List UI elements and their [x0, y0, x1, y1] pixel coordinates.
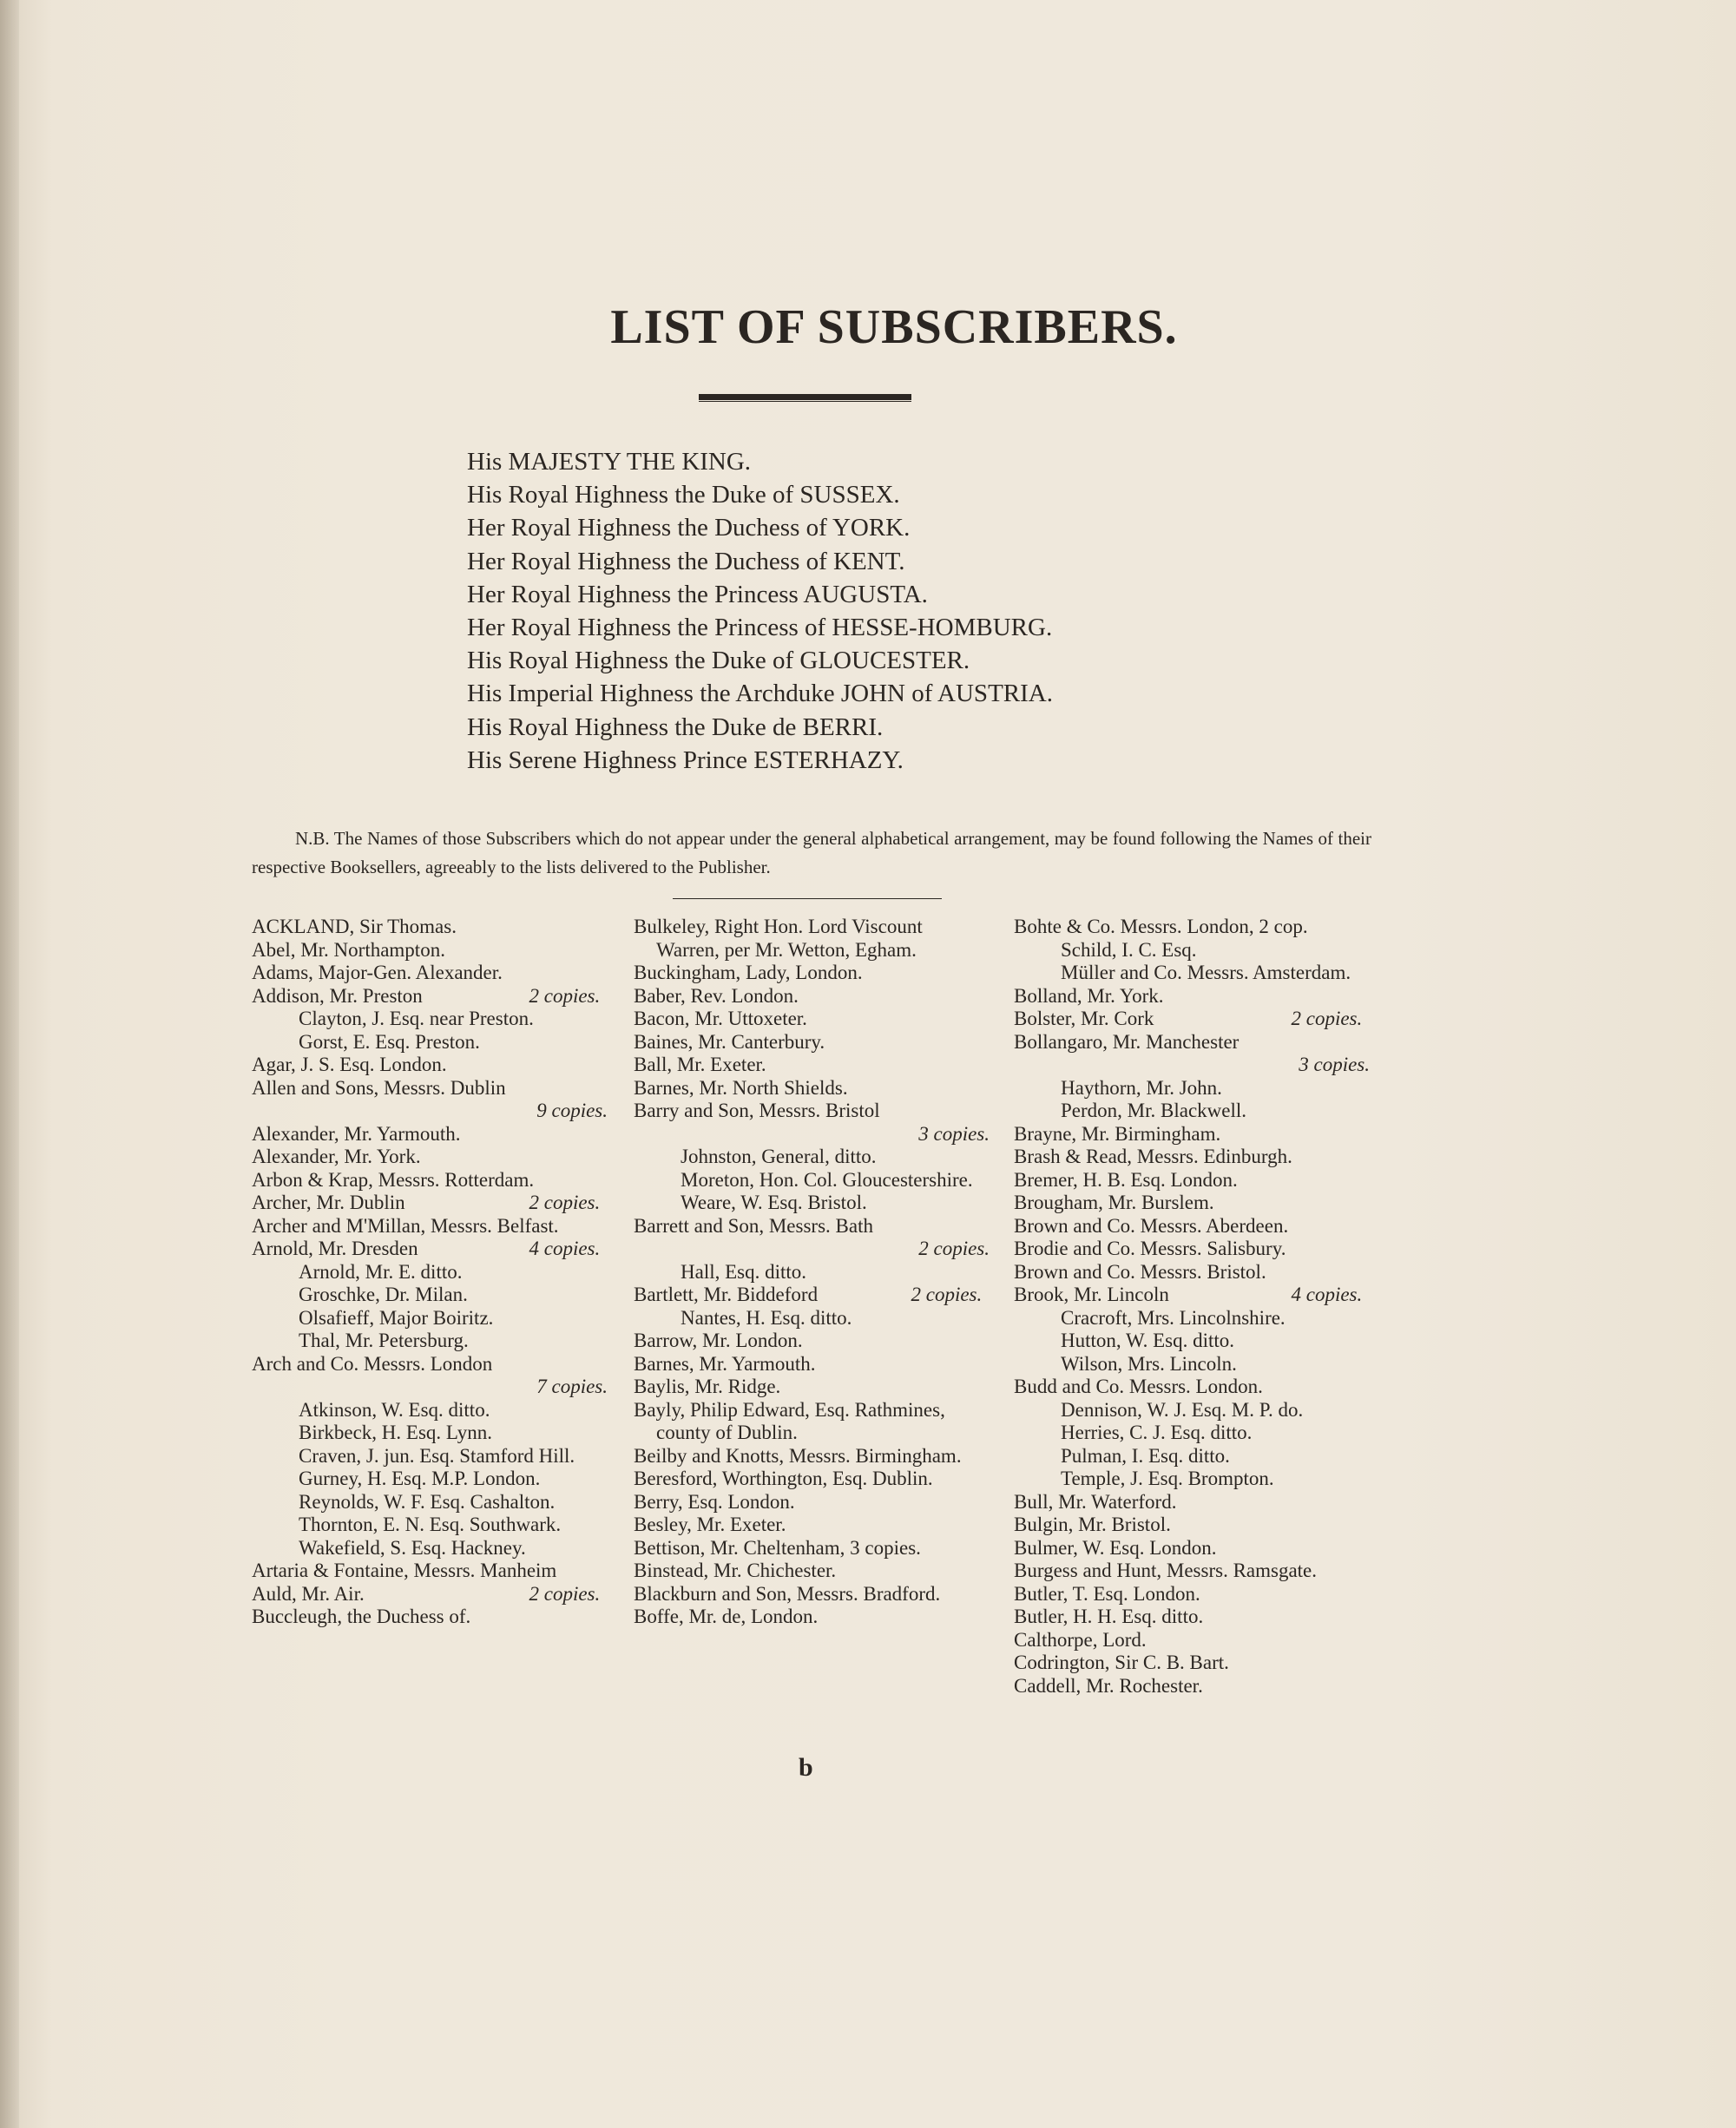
copies-note: 2 copies.	[529, 984, 601, 1007]
royal-subscriber-line: His Serene Highness Prince ESTERHAZY.	[467, 745, 904, 774]
subscriber-entry	[252, 1146, 608, 1169]
subscriber-entry	[634, 1606, 990, 1629]
subscriber-entry	[634, 985, 990, 1008]
subscriber-entry	[252, 1583, 608, 1606]
subscriber-entry	[634, 1054, 990, 1077]
subscriber-column-1	[252, 916, 608, 1629]
subscriber-entry	[252, 962, 608, 985]
subscriber-entry	[252, 1330, 608, 1353]
subscriber-entry	[252, 1238, 608, 1261]
subscriber-entry	[1014, 1491, 1370, 1514]
subscriber-name: Temple, J. Esq. Brompton.	[1061, 1468, 1274, 1489]
subscriber-name: Barnes, Mr. Yarmouth.	[634, 1352, 816, 1375]
subscriber-name: Addison, Mr. Preston	[252, 984, 423, 1007]
subscriber-name: Barrow, Mr. London.	[634, 1330, 803, 1351]
subscriber-entry	[634, 1077, 990, 1100]
subscriber-entry	[1014, 916, 1370, 939]
subscriber-entry	[1014, 1606, 1370, 1629]
subscriber-entry	[1014, 1100, 1370, 1123]
subscriber-name: Barnes, Mr. North Shields.	[634, 1076, 848, 1099]
subscriber-entry	[252, 1353, 608, 1376]
copies-note: 2 copies.	[529, 1192, 601, 1213]
subscriber-name: Perdon, Mr. Blackwell.	[1061, 1100, 1246, 1121]
subscriber-entry	[634, 1330, 990, 1353]
subscriber-name: Baines, Mr. Canterbury.	[634, 1030, 825, 1053]
subscriber-entry	[252, 1606, 608, 1629]
subscriber-name: Olsafieff, Major Boiritz.	[299, 1306, 494, 1329]
subscriber-name: Craven, J. jun. Esq. Stamford Hill.	[299, 1444, 575, 1467]
subscriber-entry	[252, 1261, 608, 1284]
subscriber-entry	[634, 962, 990, 985]
royal-subscriber-line: Her Royal Highness the Princess AUGUSTA.	[467, 580, 928, 608]
subscriber-entry	[1014, 1192, 1370, 1215]
royal-subscriber-line: His Royal Highness the Duke de BERRI.	[467, 713, 884, 741]
subscriber-entry	[1014, 1077, 1370, 1100]
subscriber-entry	[634, 1353, 990, 1376]
subscriber-entry	[252, 1192, 608, 1215]
subscriber-entry	[252, 1169, 608, 1192]
subscriber-entry	[634, 1146, 990, 1169]
subscriber-entry	[634, 1514, 990, 1537]
subscriber-name: Groschke, Dr. Milan.	[299, 1284, 468, 1305]
copies-note: 4 copies.	[1291, 1284, 1363, 1305]
subscriber-name: Besley, Mr. Exeter.	[634, 1514, 786, 1535]
subscriber-entry	[1014, 1560, 1370, 1583]
subscriber-entry	[1014, 1422, 1370, 1445]
subscriber-name: Brougham, Mr. Burslem.	[1014, 1192, 1214, 1213]
subscriber-name: Adams, Major-Gen. Alexander.	[252, 962, 503, 983]
subscriber-entry	[252, 1284, 608, 1307]
subscriber-name: Gorst, E. Esq. Preston.	[299, 1030, 480, 1053]
subscriber-entry	[1014, 1399, 1370, 1422]
subscriber-entry	[252, 1491, 608, 1514]
subscriber-entry	[252, 916, 608, 939]
subscriber-name: Birkbeck, H. Esq. Lynn.	[299, 1422, 492, 1443]
subscriber-name: Bremer, H. B. Esq. London.	[1014, 1168, 1238, 1191]
copies-note: 2 copies.	[1291, 1008, 1363, 1029]
subscriber-entry	[634, 1008, 990, 1031]
subscriber-entry	[1014, 1008, 1370, 1031]
copies-note: 3 copies.	[1299, 1054, 1370, 1075]
subscriber-name: Auld, Mr. Air.	[252, 1582, 365, 1605]
copies-note: 2 copies.	[529, 1582, 601, 1605]
copies-note: 2 copies.	[918, 1238, 990, 1259]
subscriber-name: Binstead, Mr. Chichester.	[634, 1560, 837, 1581]
subscriber-name: Butler, T. Esq. London.	[1014, 1582, 1200, 1605]
subscriber-name: Schild, I. C. Esq.	[1061, 938, 1197, 961]
subscriber-name: Arnold, Mr. Dresden	[252, 1238, 418, 1259]
subscriber-name: Butler, H. H. Esq. ditto.	[1014, 1606, 1204, 1627]
subscriber-name: Thal, Mr. Petersburg.	[299, 1330, 469, 1351]
subscriber-name: Barry and Son, Messrs. Bristol	[634, 1100, 880, 1121]
subscriber-name: Archer and M'Millan, Messrs. Belfast.	[252, 1214, 559, 1237]
subscriber-entry	[634, 1537, 990, 1560]
subscriber-name: Codrington, Sir C. B. Bart.	[1014, 1652, 1229, 1673]
subscriber-name: Bacon, Mr. Uttoxeter.	[634, 1008, 807, 1029]
subscriber-entry	[634, 1307, 990, 1330]
subscriber-name: Cracroft, Mrs. Lincolnshire.	[1061, 1306, 1286, 1329]
subscriber-name: Hall, Esq. ditto.	[681, 1260, 807, 1283]
subscriber-entry	[252, 1422, 608, 1445]
subscriber-name: Clayton, J. Esq. near Preston.	[299, 1008, 534, 1029]
subscriber-name: Brown and Co. Messrs. Aberdeen.	[1014, 1214, 1289, 1237]
subscriber-entry	[1014, 1031, 1370, 1054]
page-title: LIST OF SUBSCRIBERS.	[610, 300, 1178, 354]
subscriber-entry	[634, 1031, 990, 1054]
note-rule	[673, 898, 942, 899]
subscriber-name: Moreton, Hon. Col. Gloucestershire.	[681, 1168, 973, 1191]
note: N.B. The Names of those Subscribers which do not appear under the general alphabetical arrangement, may be found following the Names of their respective Booksellers, agreeably to the lists delivered to the Publisher.	[252, 828, 1371, 877]
subscriber-name: Beilby and Knotts, Messrs. Birmingham.	[634, 1444, 962, 1467]
subscriber-entry	[1014, 1353, 1370, 1376]
subscriber-name: Müller and Co. Messrs. Amsterdam.	[1061, 962, 1351, 983]
subscriber-name: Caddell, Mr. Rochester.	[1014, 1674, 1203, 1697]
subscriber-name: Bolster, Mr. Cork	[1014, 1008, 1154, 1029]
subscriber-entry	[634, 1560, 990, 1583]
subscriber-column-2	[634, 916, 990, 1629]
subscriber-entry	[634, 1100, 990, 1123]
subscriber-entry	[252, 1077, 608, 1100]
signature-mark: b	[799, 1753, 813, 1782]
subscriber-name: Brodie and Co. Messrs. Salisbury.	[1014, 1238, 1286, 1259]
subscriber-name: Arch and Co. Messrs. London	[252, 1352, 493, 1375]
subscriber-entry	[634, 1583, 990, 1606]
subscriber-entry	[1014, 985, 1370, 1008]
subscriber-name: Alexander, Mr. York.	[252, 1146, 421, 1167]
subscriber-entry	[1014, 1330, 1370, 1353]
subscriber-name: Baylis, Mr. Ridge.	[634, 1376, 781, 1397]
subscriber-entry	[252, 1123, 608, 1146]
subscriber-name: Gurney, H. Esq. M.P. London.	[299, 1468, 541, 1489]
subscriber-column-3	[1014, 916, 1370, 1698]
subscriber-name: Bulmer, W. Esq. London.	[1014, 1536, 1217, 1559]
subscriber-entry	[1014, 1238, 1370, 1261]
subscriber-name: Pulman, I. Esq. ditto.	[1061, 1444, 1230, 1467]
subscriber-entry	[1014, 1261, 1370, 1284]
subscriber-entry	[1014, 1652, 1370, 1675]
subscriber-name: Agar, J. S. Esq. London.	[252, 1054, 447, 1075]
subscriber-name: Reynolds, W. F. Esq. Cashalton.	[299, 1490, 556, 1513]
subscriber-entry	[1014, 1376, 1370, 1399]
subscriber-entry	[252, 1399, 608, 1422]
subscriber-name: Haythorn, Mr. John.	[1061, 1076, 1222, 1099]
subscriber-entry	[252, 1215, 608, 1238]
subscriber-entry	[1014, 1675, 1370, 1698]
subscriber-entry	[1014, 1514, 1370, 1537]
subscriber-name: Brown and Co. Messrs. Bristol.	[1014, 1260, 1266, 1283]
subscriber-name: Dennison, W. J. Esq. M. P. do.	[1061, 1398, 1304, 1421]
subscriber-entry	[1014, 1123, 1370, 1146]
subscriber-entry	[252, 1468, 608, 1491]
subscriber-entry	[1014, 1445, 1370, 1468]
copies-note: 4 copies.	[529, 1238, 601, 1259]
subscriber-name: Atkinson, W. Esq. ditto.	[299, 1398, 490, 1421]
subscriber-entry	[634, 1491, 990, 1514]
subscriber-entry	[634, 1261, 990, 1284]
subscriber-name: Bettison, Mr. Cheltenham, 3 copies.	[634, 1536, 921, 1559]
subscriber-entry	[1014, 1583, 1370, 1606]
subscriber-name: Boffe, Mr. de, London.	[634, 1606, 819, 1627]
subscriber-entry	[634, 1376, 990, 1399]
subscriber-name: Herries, C. J. Esq. ditto.	[1061, 1422, 1253, 1443]
subscriber-name: Buccleugh, the Duchess of.	[252, 1606, 471, 1627]
subscriber-name: Baber, Rev. London.	[634, 984, 799, 1007]
subscriber-name: Wakefield, S. Esq. Hackney.	[299, 1536, 526, 1559]
subscriber-entry	[252, 1537, 608, 1560]
subscriber-name: Bulgin, Mr. Bristol.	[1014, 1514, 1171, 1535]
subscriber-name: Hutton, W. Esq. ditto.	[1061, 1330, 1234, 1351]
subscriber-name: Bolland, Mr. York.	[1014, 984, 1164, 1007]
subscriber-name: Johnston, General, ditto.	[681, 1146, 877, 1167]
subscriber-entry	[252, 1445, 608, 1468]
subscriber-entry	[1014, 1169, 1370, 1192]
subscriber-entry	[252, 939, 608, 962]
subscriber-name: Bartlett, Mr. Biddeford	[634, 1284, 819, 1305]
subscriber-name: Calthorpe, Lord.	[1014, 1628, 1147, 1651]
subscriber-name: Berry, Esq. London.	[634, 1490, 795, 1513]
subscriber-entry	[634, 1215, 990, 1238]
subscriber-entry	[634, 916, 990, 962]
subscriber-name: Nantes, H. Esq. ditto.	[681, 1306, 852, 1329]
subscriber-name: Thornton, E. N. Esq. Southwark.	[299, 1514, 562, 1535]
subscriber-entry	[1014, 1284, 1370, 1307]
subscriber-name: Blackburn and Son, Messrs. Bradford.	[634, 1582, 941, 1605]
subscriber-name: Alexander, Mr. Yarmouth.	[252, 1122, 461, 1145]
royal-subscriber-line: Her Royal Highness the Duchess of YORK.	[467, 514, 911, 542]
subscriber-name: Wilson, Mrs. Lincoln.	[1061, 1352, 1237, 1375]
subscriber-name: Barrett and Son, Messrs. Bath	[634, 1214, 873, 1237]
subscriber-entry	[252, 1054, 608, 1077]
royal-subscriber-line: Her Royal Highness the Princess of HESSE-HOMBURG.	[467, 614, 1053, 642]
subscriber-name: Arnold, Mr. E. ditto.	[299, 1260, 463, 1283]
royal-subscriber-line: His Royal Highness the Duke of GLOUCESTER.	[467, 647, 970, 675]
subscriber-name: ACKLAND, Sir Thomas.	[252, 916, 457, 937]
royal-subscriber-line: His Royal Highness the Duke of SUSSEX.	[467, 481, 900, 509]
subscriber-entry	[634, 1445, 990, 1468]
subscriber-name: Buckingham, Lady, London.	[634, 962, 863, 983]
subscriber-name: Bayly, Philip Edward, Esq. Rathmines, county of Dublin.	[634, 1398, 945, 1443]
royal-subscriber-line: His Imperial Highness the Archduke JOHN of AUSTRIA.	[467, 680, 1053, 708]
subscriber-name: Brayne, Mr. Birmingham.	[1014, 1122, 1221, 1145]
subscriber-name: Beresford, Worthington, Esq. Dublin.	[634, 1468, 933, 1489]
subscriber-entry	[252, 1307, 608, 1330]
subscriber-entry	[252, 1514, 608, 1537]
subscriber-entry	[1014, 1468, 1370, 1491]
subscriber-name: Bulkeley, Right Hon. Lord Viscount Warren, per Mr. Wetton, Egham.	[634, 916, 923, 961]
subscriber-name: Bohte & Co. Messrs. London, 2 cop.	[1014, 916, 1308, 937]
subscriber-name: Abel, Mr. Northampton.	[252, 938, 445, 961]
subscriber-name: Archer, Mr. Dublin	[252, 1192, 405, 1213]
copies-note: 9 copies.	[536, 1100, 608, 1121]
royal-subscriber-line: His MAJESTY THE KING.	[467, 448, 752, 476]
royal-subscriber-line: Her Royal Highness the Duchess of KENT.	[467, 547, 905, 575]
subscriber-name: Weare, W. Esq. Bristol.	[681, 1192, 867, 1213]
subscriber-entry	[1014, 1146, 1370, 1169]
subscriber-entry	[252, 1008, 608, 1031]
subscriber-entry	[252, 1031, 608, 1054]
subscriber-entry	[1014, 1215, 1370, 1238]
copies-note: 3 copies.	[918, 1122, 990, 1145]
title-rule	[699, 394, 911, 400]
subscriber-entry	[634, 1468, 990, 1491]
copies-note: 2 copies.	[911, 1284, 983, 1305]
subscriber-entry	[634, 1284, 990, 1307]
subscriber-name: Brash & Read, Messrs. Edinburgh.	[1014, 1146, 1292, 1167]
copies-note: 7 copies.	[536, 1376, 608, 1397]
subscriber-entry	[1014, 1629, 1370, 1652]
royal-subscribers	[467, 445, 1248, 777]
subscriber-entry	[634, 1399, 990, 1445]
subscriber-name: Artaria & Fontaine, Messrs. Manheim	[252, 1560, 557, 1581]
subscriber-entry	[1014, 1307, 1370, 1330]
subscriber-entry	[1014, 962, 1370, 985]
subscriber-name: Allen and Sons, Messrs. Dublin	[252, 1076, 506, 1099]
subscriber-entry	[634, 1192, 990, 1215]
subscriber-entry	[1014, 939, 1370, 962]
subscriber-name: Ball, Mr. Exeter.	[634, 1054, 766, 1075]
subscriber-entry	[634, 1169, 990, 1192]
subscriber-name: Arbon & Krap, Messrs. Rotterdam.	[252, 1168, 535, 1191]
subscriber-name: Bull, Mr. Waterford.	[1014, 1490, 1177, 1513]
subscriber-name: Budd and Co. Messrs. London.	[1014, 1376, 1263, 1397]
subscriber-name: Brook, Mr. Lincoln	[1014, 1284, 1169, 1305]
subscriber-entry	[252, 985, 608, 1008]
subscriber-name: Bollangaro, Mr. Manchester	[1014, 1030, 1240, 1053]
subscriber-name: Burgess and Hunt, Messrs. Ramsgate.	[1014, 1560, 1318, 1581]
subscriber-entry	[1014, 1537, 1370, 1560]
